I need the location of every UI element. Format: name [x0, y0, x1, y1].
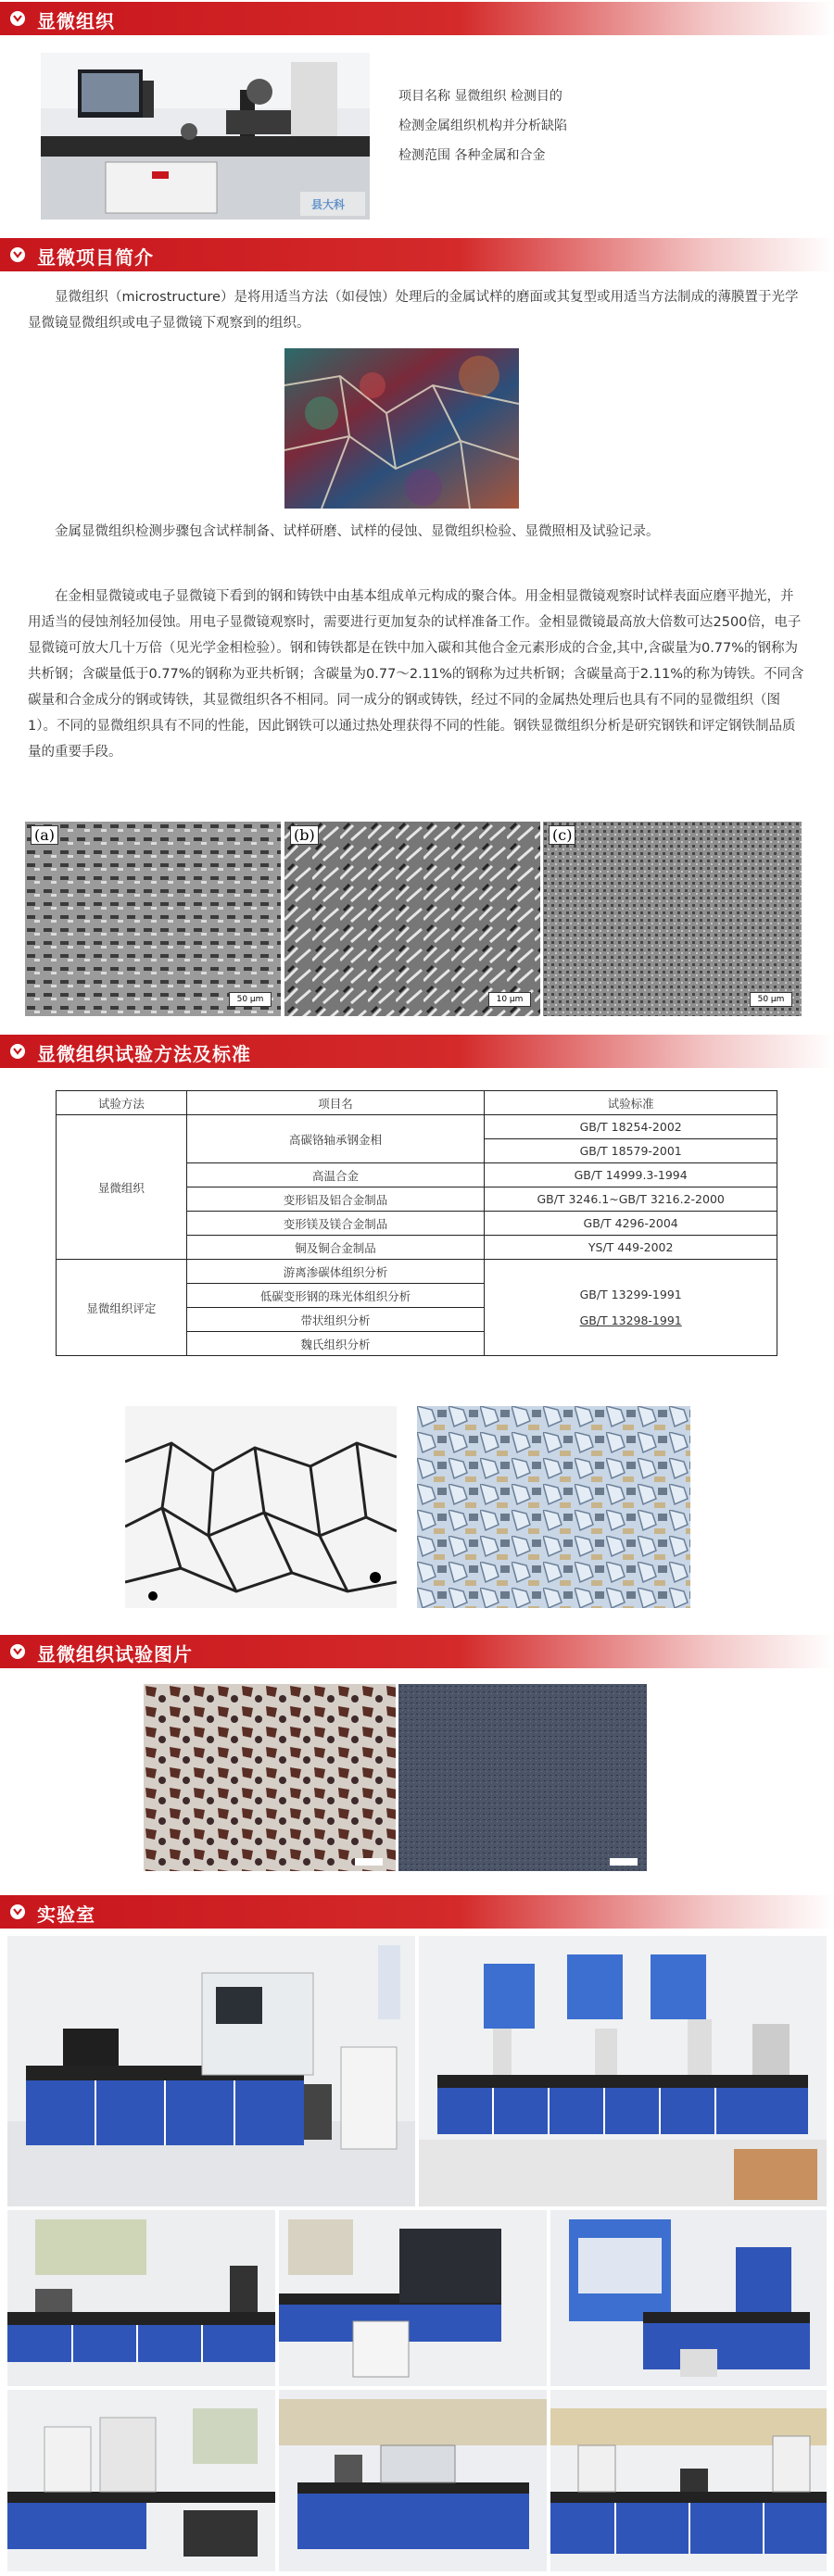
standard-value: YS/T 449-2002: [485, 1236, 777, 1260]
section-header-methods-standards: [0, 1035, 834, 1068]
group-method-micro: 显微组织: [57, 1115, 187, 1260]
grain-boundary-micrograph: [125, 1406, 397, 1608]
item-name: 低碳变形钢的珠光体组织分析: [186, 1284, 485, 1308]
lab-photo-spectrometer-chiller: [279, 2210, 547, 2386]
test-micrograph-dark-phase: [144, 1684, 396, 1871]
intro-line-2: 检测金属组织机构并分析缺陷: [398, 119, 567, 133]
intro-line-1: 项目名称 显微组织 检测目的: [398, 89, 562, 104]
standard-value: GB/T 18579-2001: [485, 1139, 777, 1163]
ferrite-pearlite-micrograph: [417, 1406, 690, 1608]
standards-table: [56, 1090, 777, 1356]
scale-bar: 50 μm: [229, 992, 272, 1007]
intro-line-3: 检测范围 各种金属和合金: [398, 148, 546, 163]
item-name: 铜及铜合金制品: [186, 1236, 485, 1260]
color-microstructure-image: [284, 348, 519, 509]
item-name: 高温合金: [186, 1163, 485, 1187]
summary-paragraph-1: 显微组织（microstructure）是将用适当方法（如侵蚀）处理后的金属试样的磨面或其复型或用适当方法制成的薄膜置于光学显微镜显微组织或电子显微镜下观察到的组织。: [28, 290, 799, 331]
section-header-micro-structure: [0, 2, 834, 35]
section-header-laboratory: [0, 1895, 834, 1929]
standard-value: GB/T 3246.1~GB/T 3216.2-2000: [485, 1187, 777, 1212]
section-title: 显微组织试验图片: [37, 1643, 193, 1665]
standard-value: GB/T 18254-2002: [485, 1115, 777, 1139]
standard-value: GB/T 4296-2004: [485, 1212, 777, 1236]
panel-label: (b): [290, 825, 319, 845]
scale-bar: 10 μm: [488, 992, 531, 1007]
chevron-circle-icon: [9, 10, 26, 27]
lab-photo-fume-hood: [550, 2210, 827, 2386]
lab-photo-analyzers: [7, 2390, 275, 2571]
summary-paragraph-3: 在金相显微镜或电子显微镜下看到的钢和铸铁中由基本组成单元构成的聚合体。用金相显微镜观察时试样表面应磨平抛光，并用适当的侵蚀剂轻加侵蚀。用电子显微镜观察时，需要进行更加复杂的试样准备工作。金相显微镜最高放大倍数可达2500倍，电子显微镜可放大几十万倍（见光学金相检验）。钢和铸铁都是在铁中加入碳和其他合金元素形成的合金,其中,含碳量为0.77%的钢称为共析钢；含碳量低于0.77%的钢称为亚共析钢；含碳量为0.77～2.11%的钢称为过共析钢；含碳量高于2.11%的称为铸铁。不同含碳量和合金成分的钢或铸铁，其显微组织各不相同。同一成分的钢或铸铁，经过不同的金属热处理后也具有不同的显微组织（图1）。不同的显微组织具有不同的性能，因此钢铁可以通过热处理获得不同的性能。钢铁显微组织分析是研究钢铁和评定钢铁制品质量的重要手段。: [28, 589, 804, 760]
section-header-test-images: [0, 1635, 834, 1668]
summary-paragraph-2: 金属显微组织检测步骤包含试样制备、试样研磨、试样的侵蚀、显微组织检验、显微照相及试验记录。: [55, 524, 660, 539]
chevron-circle-icon: [9, 246, 26, 263]
standard-value: GB/T 14999.3-1994: [485, 1163, 777, 1187]
header-item: 项目名: [186, 1091, 485, 1115]
item-name: 变形铝及铝合金制品: [186, 1187, 485, 1212]
lab-photo-window-room: [7, 2210, 275, 2386]
lab-photo-hardness-testers: [419, 1936, 827, 2206]
section-header-project-intro: [0, 238, 834, 271]
standard-value: GB/T 13299-1991: [579, 1287, 682, 1301]
panel-label: (c): [549, 825, 575, 845]
chevron-circle-icon: [9, 1904, 26, 1920]
standard-value: GB/T 13298-1991: [579, 1313, 682, 1327]
section-title: 实验室: [37, 1904, 95, 1926]
test-micrograph-fine-structure: [398, 1684, 647, 1871]
item-name: 游离渗碳体组织分析: [186, 1260, 485, 1284]
lab-photo-spectrometer-room: [7, 1936, 415, 2206]
chevron-circle-icon: [9, 1643, 26, 1660]
micrograph-panel-c: [543, 822, 802, 1016]
photo-watermark: 县大科: [311, 198, 346, 211]
item-name: 魏氏组织分析: [186, 1332, 485, 1356]
section-title: 显微项目简介: [37, 246, 154, 269]
lab-microscope-photo: [41, 53, 370, 220]
lab-photo-instrument-table: [279, 2390, 547, 2571]
panel-label: (a): [31, 825, 58, 845]
item-name: 变形镁及镁合金制品: [186, 1212, 485, 1236]
section-title: 显微组织试验方法及标准: [37, 1043, 251, 1065]
lab-photo-balance-room: [550, 2390, 827, 2571]
section-title: 显微组织: [37, 10, 115, 32]
table-header-row: [57, 1091, 777, 1115]
micrograph-panel-b: [284, 822, 540, 1016]
chevron-circle-icon: [9, 1043, 26, 1060]
micrograph-panel-a: [25, 822, 281, 1016]
scale-bar: 50 μm: [750, 992, 792, 1007]
item-name: 带状组织分析: [186, 1308, 485, 1332]
group-method-evaluation: 显微组织评定: [57, 1260, 187, 1356]
standard-value-group: [485, 1260, 777, 1356]
table-row: [57, 1260, 777, 1284]
item-name: 高碳铬轴承钢金相: [186, 1115, 485, 1163]
header-standard: 试验标准: [485, 1091, 777, 1115]
table-row: [57, 1115, 777, 1139]
header-method: 试验方法: [57, 1091, 187, 1115]
